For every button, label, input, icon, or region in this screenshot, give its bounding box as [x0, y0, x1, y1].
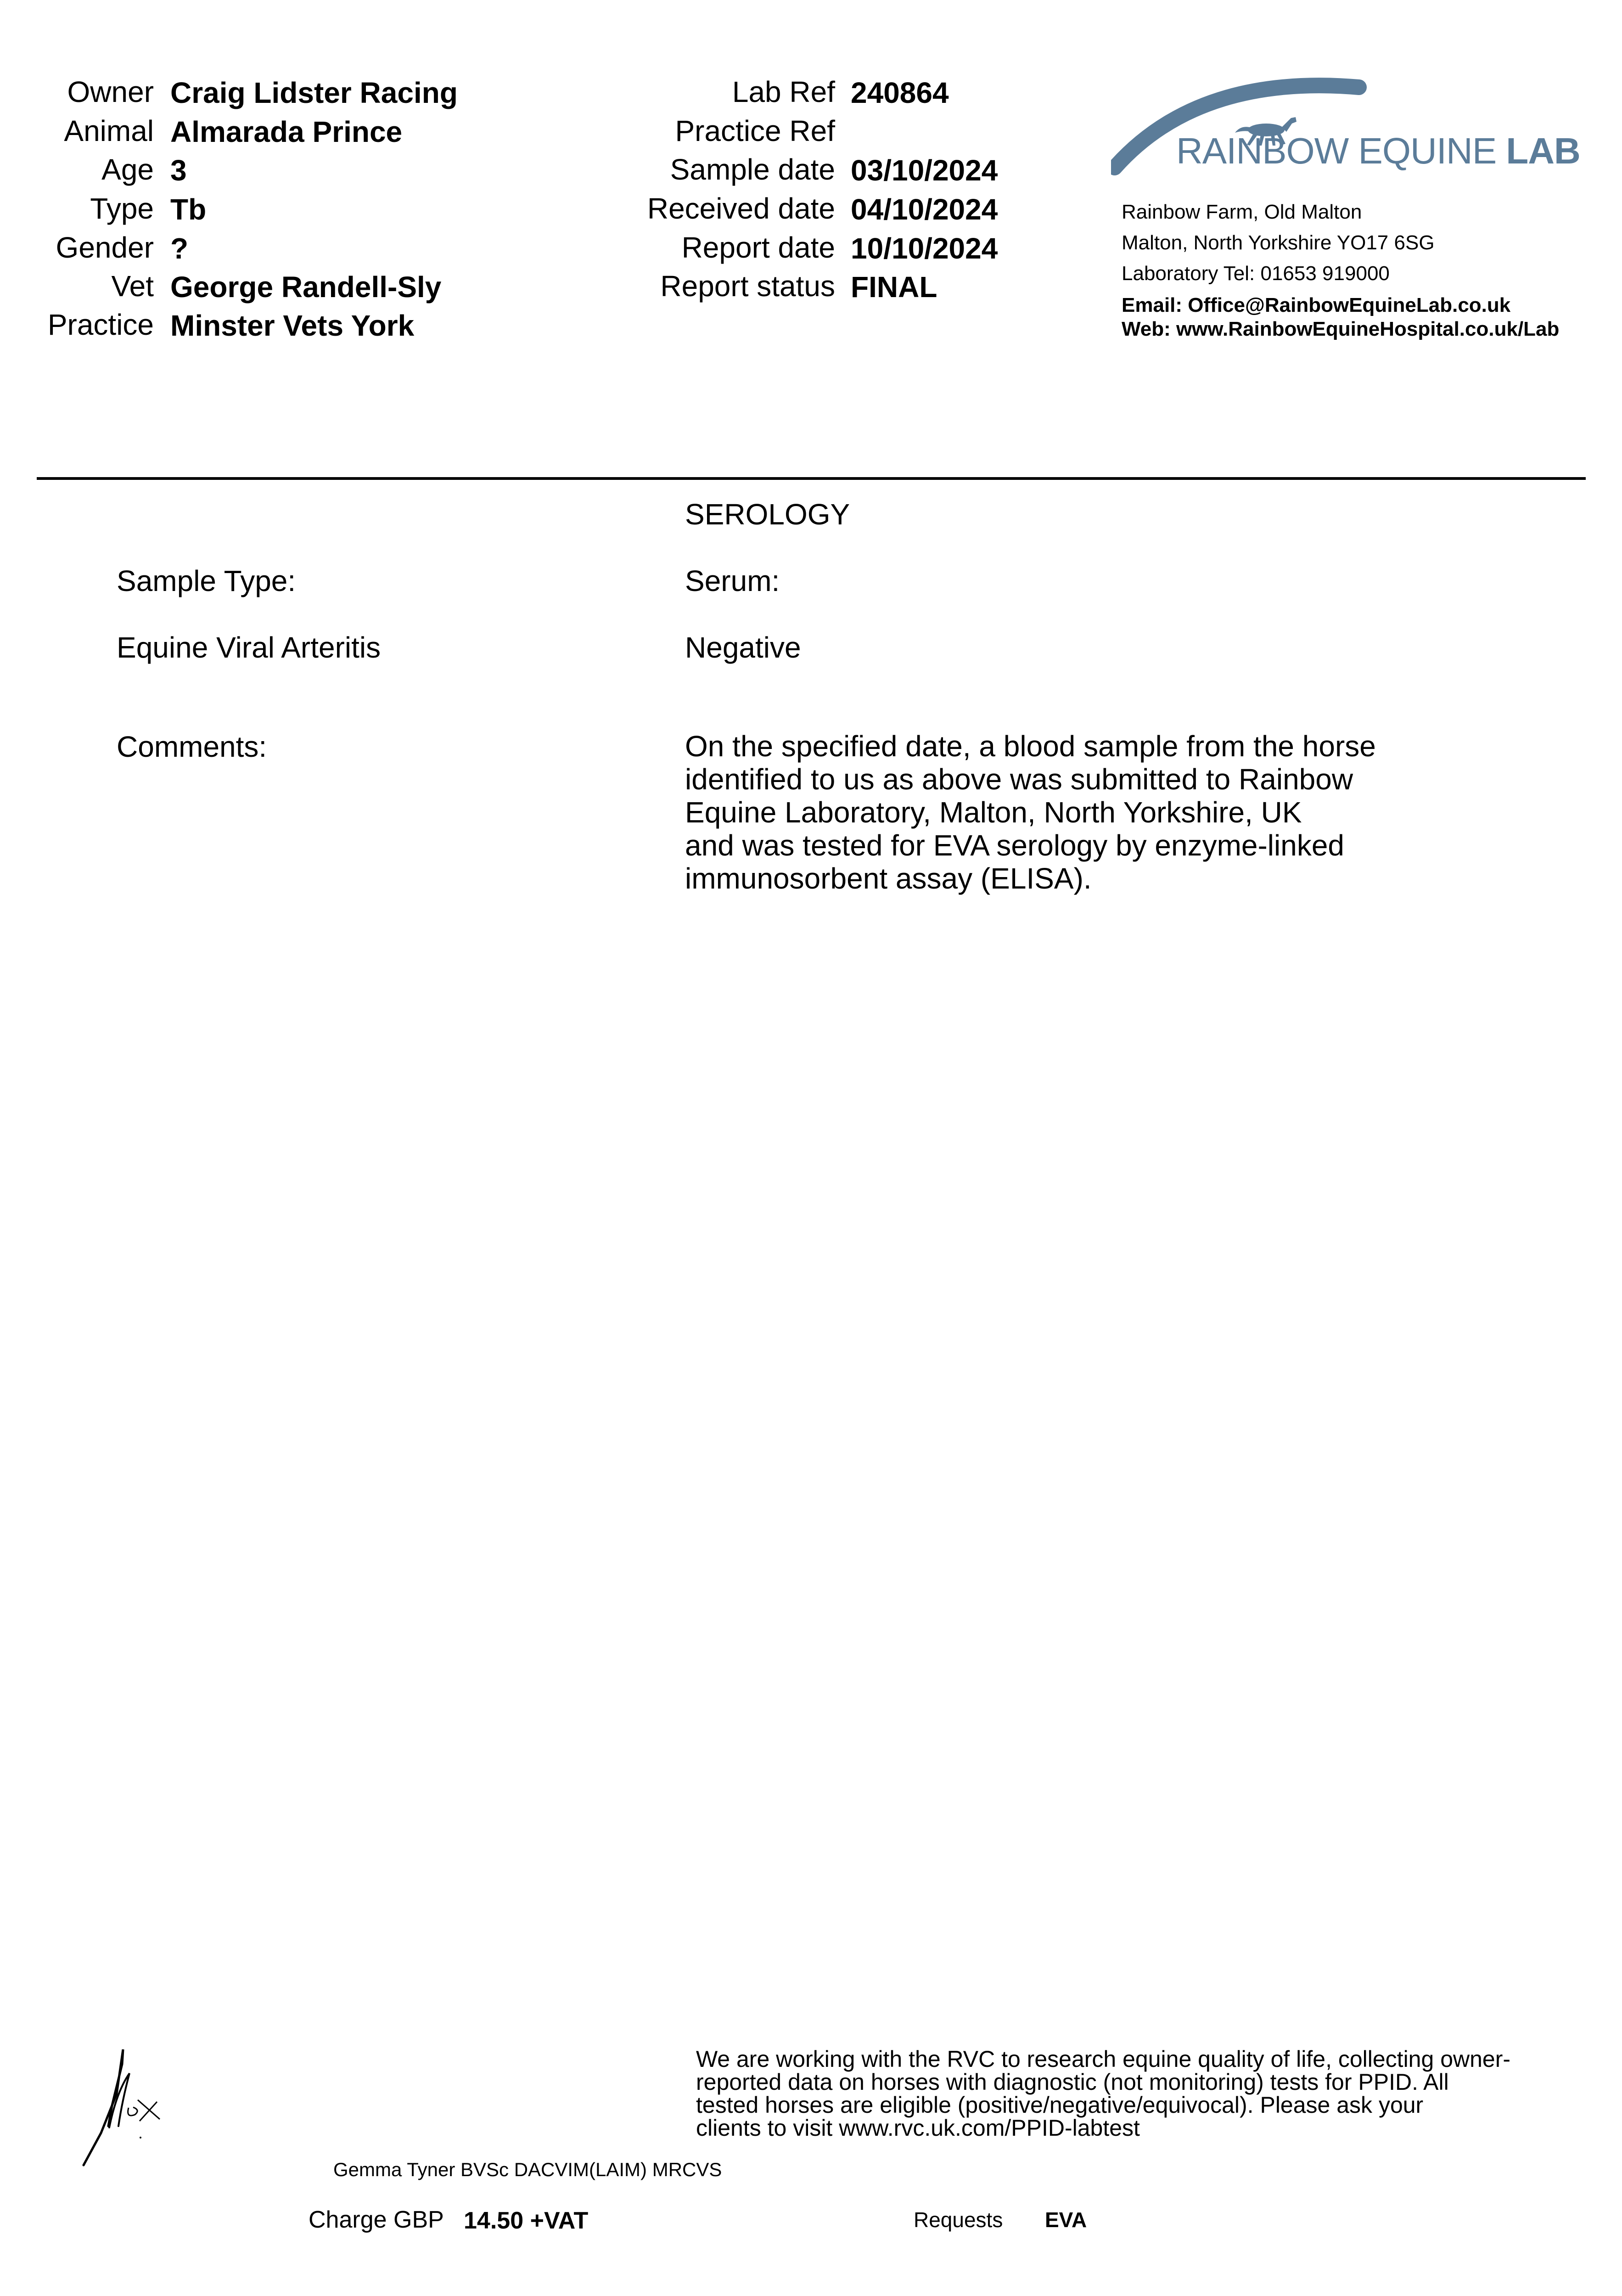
type-value: Tb	[170, 193, 207, 226]
comments-text	[685, 730, 1376, 895]
rvc-notice	[696, 2048, 1510, 2139]
sample-date-label: Sample date	[670, 153, 835, 186]
address-line-2: Malton, North Yorkshire YO17 6SG	[1122, 231, 1435, 254]
received-date-label: Received date	[647, 192, 835, 225]
vet-label: Vet	[111, 270, 154, 303]
age-value: 3	[170, 154, 187, 187]
report-status-value: FINAL	[851, 270, 937, 304]
comments-line: and was tested for EVA serology by enzyme-linked	[685, 829, 1344, 862]
notice-line: clients to visit www.rvc.uk.com/PPID-labtest	[696, 2115, 1140, 2141]
received-date-value: 04/10/2024	[851, 193, 998, 226]
owner-value: Craig Lidster Racing	[170, 76, 458, 109]
practice-label: Practice	[47, 308, 154, 341]
gender-label: Gender	[56, 231, 154, 264]
test-result: Negative	[685, 631, 801, 664]
address-web: Web: www.RainbowEquineHospital.co.uk/Lab	[1122, 318, 1560, 340]
sample-type-value: Serum:	[685, 564, 780, 597]
rainbow-equine-lab-logo	[1111, 76, 1580, 181]
requests-label: Requests	[914, 2208, 1003, 2232]
test-name: Equine Viral Arteritis	[117, 631, 381, 664]
animal-label: Animal	[64, 114, 154, 147]
header-divider	[37, 477, 1586, 480]
section-title: SEROLOGY	[685, 498, 850, 531]
report-status-label: Report status	[660, 270, 835, 303]
address-phone: Laboratory Tel: 01653 919000	[1122, 262, 1390, 285]
notice-line: We are working with the RVC to research equine quality of life, collecting owner-	[696, 2046, 1511, 2072]
notice-line: reported data on horses with diagnostic (not monitoring) tests for PPID. All	[696, 2069, 1449, 2095]
comments-label: Comments:	[117, 730, 267, 763]
comments-line: immunosorbent assay (ELISA).	[685, 862, 1092, 895]
charge-label: Charge GBP	[309, 2206, 444, 2233]
comments-line: On the specified date, a blood sample from the horse	[685, 730, 1376, 763]
owner-label: Owner	[67, 75, 154, 108]
logo-text-main: RAINBOW EQUINE	[1176, 130, 1506, 171]
notice-line: tested horses are eligible (positive/negative/equivocal). Please ask your	[696, 2092, 1424, 2118]
requests-value: EVA	[1045, 2208, 1087, 2232]
gender-value: ?	[170, 232, 189, 265]
animal-value: Almarada Prince	[170, 115, 403, 148]
logo-text	[1176, 130, 1580, 172]
age-label: Age	[101, 153, 154, 186]
sample-date-value: 03/10/2024	[851, 154, 998, 187]
report-date-value: 10/10/2024	[851, 232, 998, 265]
address-line-1: Rainbow Farm, Old Malton	[1122, 201, 1362, 223]
signature-image	[78, 2046, 170, 2170]
practice-ref-label: Practice Ref	[675, 114, 835, 147]
lab-ref-value: 240864	[851, 76, 949, 109]
vet-value: George Randell-Sly	[170, 270, 442, 304]
type-label: Type	[90, 192, 154, 225]
address-email: Email: Office@RainbowEquineLab.co.uk	[1122, 294, 1511, 316]
lab-ref-label: Lab Ref	[732, 75, 835, 108]
comments-line: Equine Laboratory, Malton, North Yorkshire, UK	[685, 796, 1302, 829]
logo-text-bold: LAB	[1506, 130, 1580, 171]
practice-value: Minster Vets York	[170, 309, 415, 342]
signatory-name: Gemma Tyner BVSc DACVIM(LAIM) MRCVS	[333, 2159, 722, 2180]
sample-type-label: Sample Type:	[117, 564, 296, 597]
charge-value: 14.50 +VAT	[464, 2207, 589, 2234]
comments-line: identified to us as above was submitted to Rainbow	[685, 763, 1353, 796]
report-date-label: Report date	[681, 231, 835, 264]
